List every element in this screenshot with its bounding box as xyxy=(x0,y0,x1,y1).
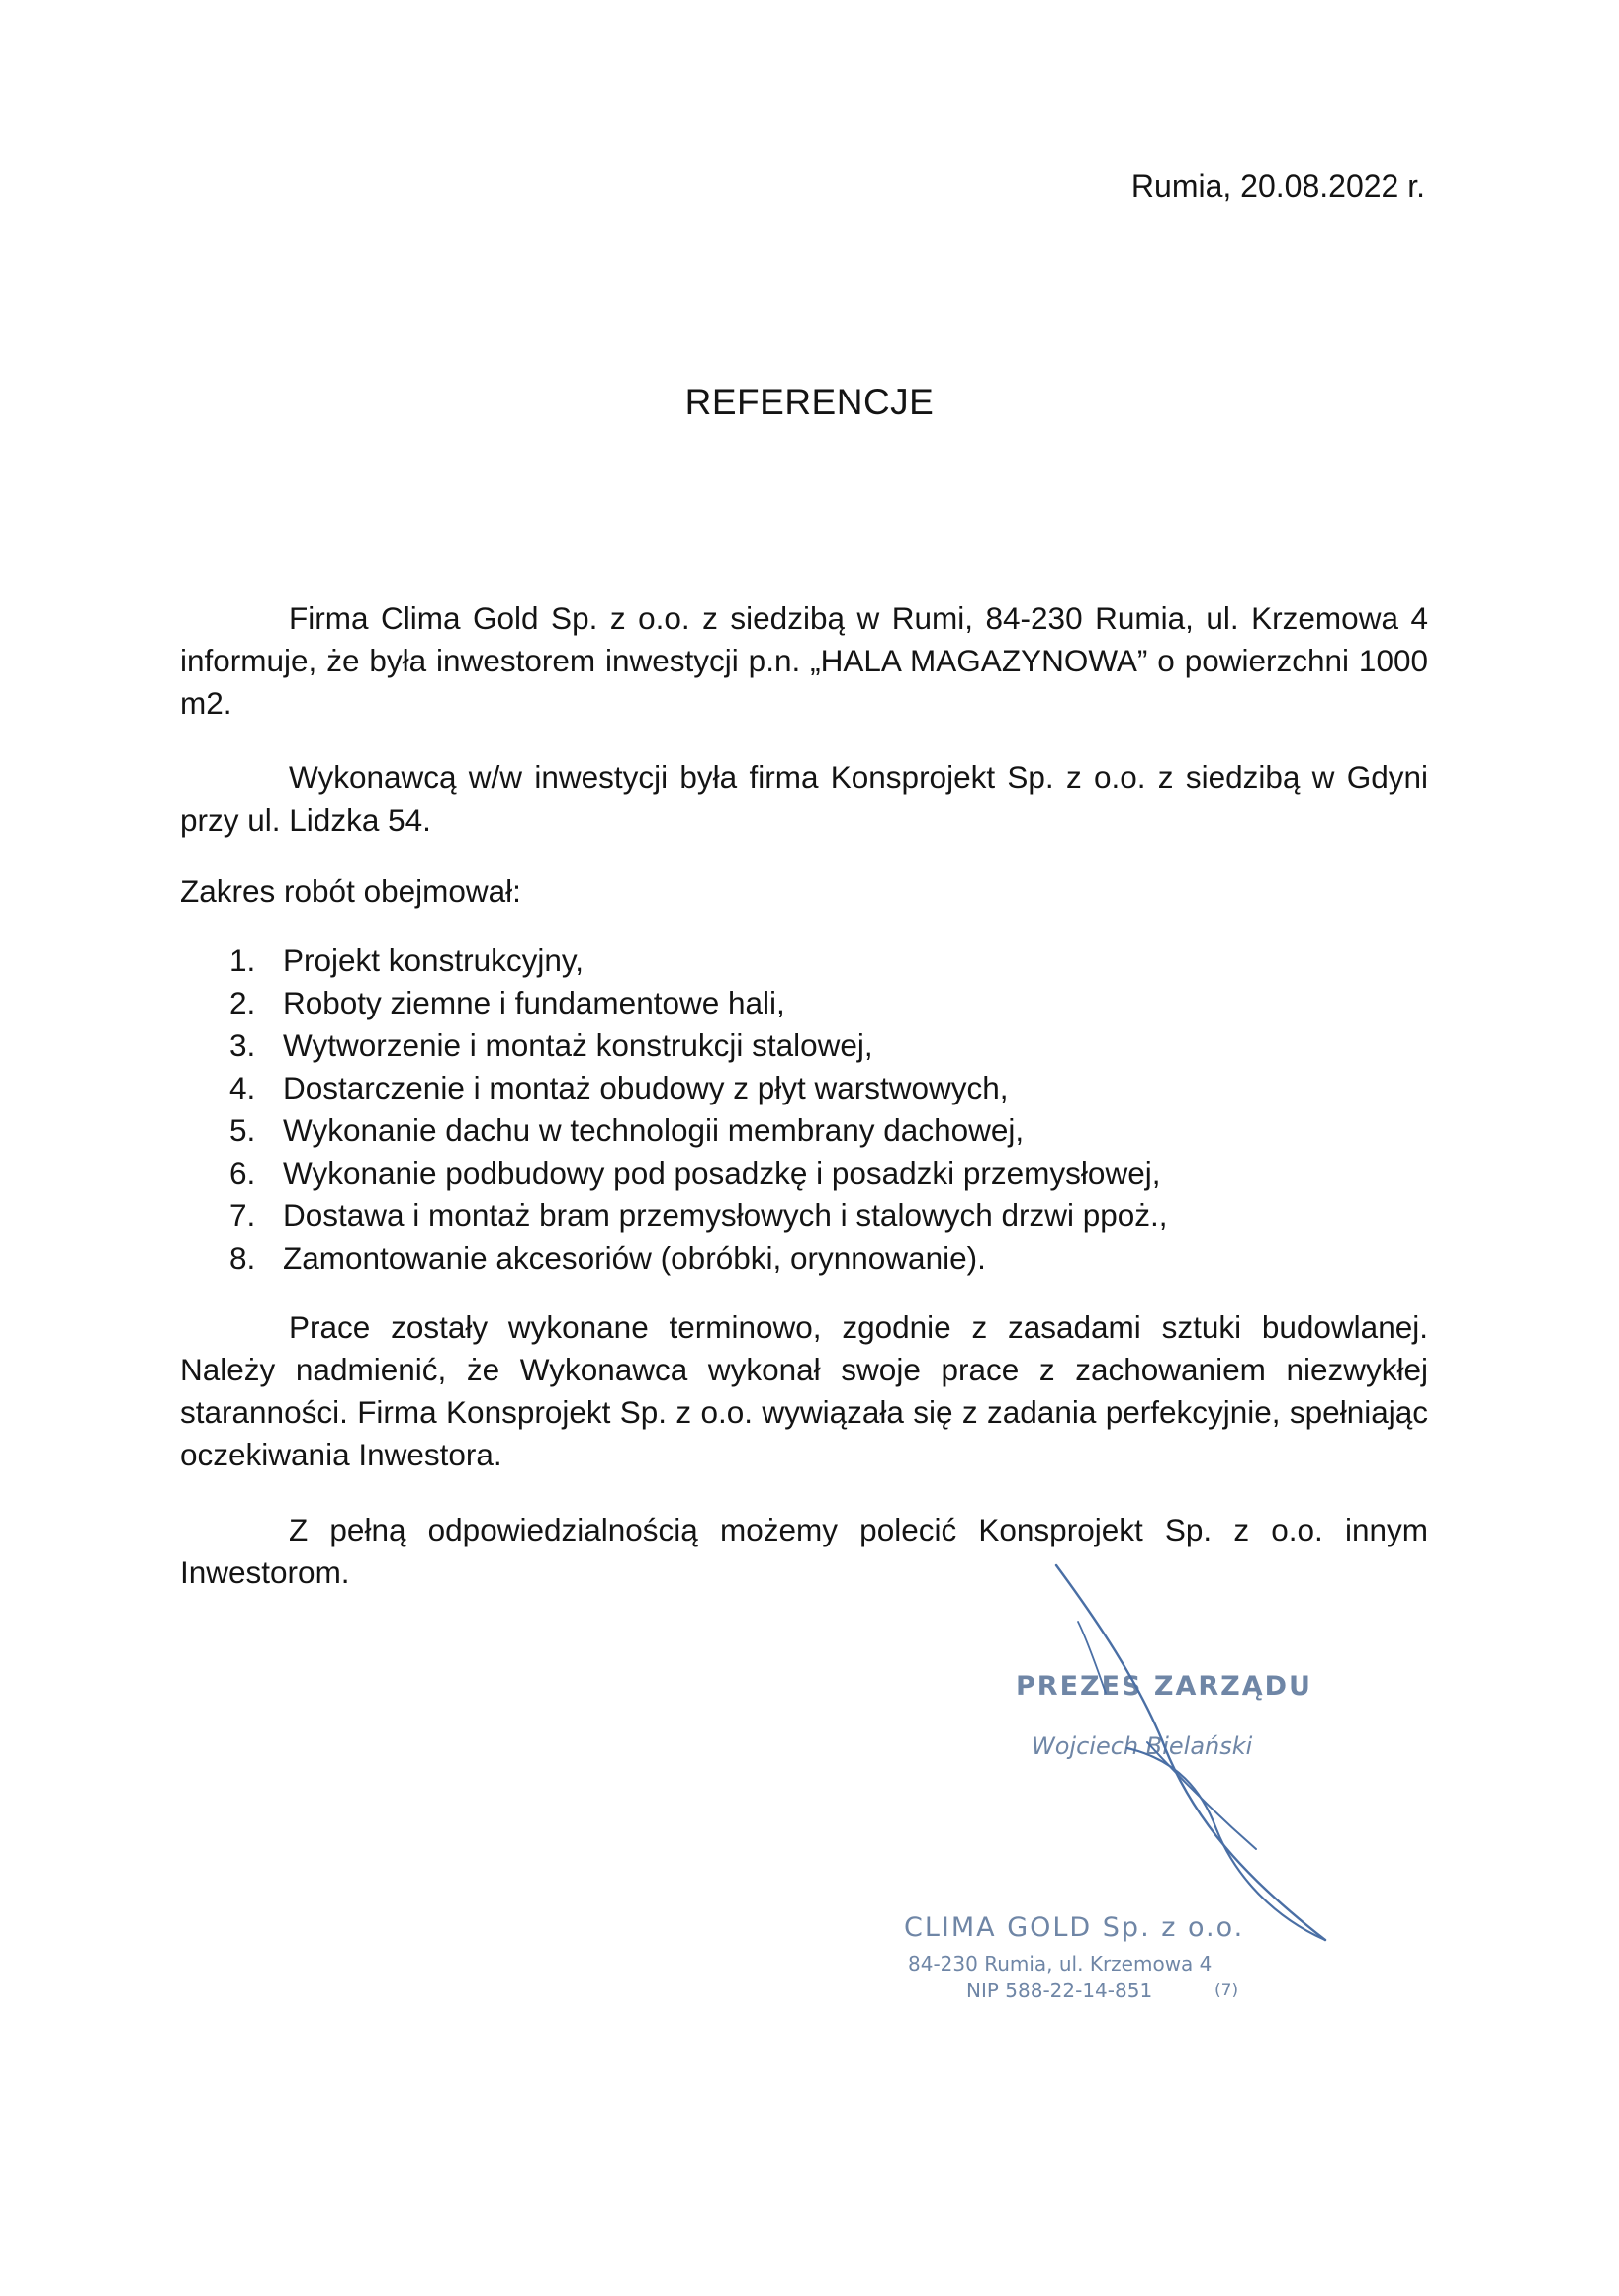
list-item-number: 2. xyxy=(229,985,256,1020)
list-item xyxy=(229,1194,1168,1237)
company-stamp-number: (7) xyxy=(1214,1981,1239,2000)
list-item-text: Dostarczenie i montaż obudowy z płyt warstwowych, xyxy=(283,1070,1009,1105)
list-item-number: 8. xyxy=(229,1240,256,1276)
list-item-text: Wykonanie podbudowy pod posadzkę i posadzki przemysłowej, xyxy=(283,1155,1161,1191)
scope-list xyxy=(229,939,1168,1280)
list-item-number: 6. xyxy=(229,1155,256,1191)
list-item xyxy=(229,1067,1168,1109)
list-item-text: Projekt konstrukcyjny, xyxy=(283,942,585,978)
list-item-number: 1. xyxy=(229,942,256,978)
scope-heading: Zakres robót obejmował: xyxy=(180,873,521,909)
list-item xyxy=(229,982,1168,1024)
list-item-text: Wykonanie dachu w technologii membrany dachowej, xyxy=(283,1112,1025,1148)
letter-title: REFERENCJE xyxy=(684,382,935,422)
list-item-number: 5. xyxy=(229,1112,256,1148)
list-item xyxy=(229,1152,1168,1194)
list-item-text: Roboty ziemne i fundamentowe hali, xyxy=(283,985,785,1020)
letter-date: Rumia, 20.08.2022 r. xyxy=(1130,168,1425,204)
list-item xyxy=(229,1237,1168,1280)
list-item-number: 3. xyxy=(229,1027,256,1063)
company-stamp-nip: NIP 588-22-14-851 xyxy=(966,1979,1153,2002)
signature-stamp-title: PREZES ZARZĄDU xyxy=(1016,1671,1312,1702)
company-stamp-address: 84-230 Rumia, ul. Krzemowa 4 xyxy=(908,1952,1213,1976)
recommendation-paragraph: Z pełną odpowiedzialnością możemy polecić Konsprojekt Sp. z o.o. innym Inwestorom. xyxy=(180,1512,1428,1590)
contractor-paragraph: Wykonawcą w/w inwestycji była firma Konsprojekt Sp. z o.o. z siedzibą w Gdyni przy ul. Lidzka 54. xyxy=(180,759,1428,838)
list-item-number: 4. xyxy=(229,1070,256,1105)
signature-stamp-name: Wojciech Bielański xyxy=(1032,1732,1253,1760)
company-stamp-name: CLIMA GOLD Sp. z o.o. xyxy=(904,1912,1245,1943)
list-item xyxy=(229,1024,1168,1067)
list-item-text: Zamontowanie akcesoriów (obróbki, orynnowanie). xyxy=(283,1240,986,1276)
quality-paragraph: Prace zostały wykonane terminowo, zgodnie z zasadami sztuki budowlanej. Należy nadmienić, że Wykonawca wykonał swoje prace z zachowaniem niezwykłej staranności. Firma Konsprojekt Sp. z o.o. wywiązała się z zadania perfekcyjnie, spełniając oczekiwania Inwestora. xyxy=(180,1309,1428,1472)
list-item-text: Wytworzenie i montaż konstrukcji stalowej, xyxy=(283,1027,873,1063)
list-item xyxy=(229,939,1168,982)
list-item xyxy=(229,1109,1168,1152)
intro-paragraph: Firma Clima Gold Sp. z o.o. z siedzibą w Rumi, 84-230 Rumia, ul. Krzemowa 4 informuje, że była inwestorem inwestycji p.n. „HALA MAGAZYNOWA” o powierzchni 1000 m2. xyxy=(180,600,1428,721)
list-item-number: 7. xyxy=(229,1197,256,1233)
list-item-text: Dostawa i montaż bram przemysłowych i stalowych drzwi ppoż., xyxy=(283,1197,1168,1233)
